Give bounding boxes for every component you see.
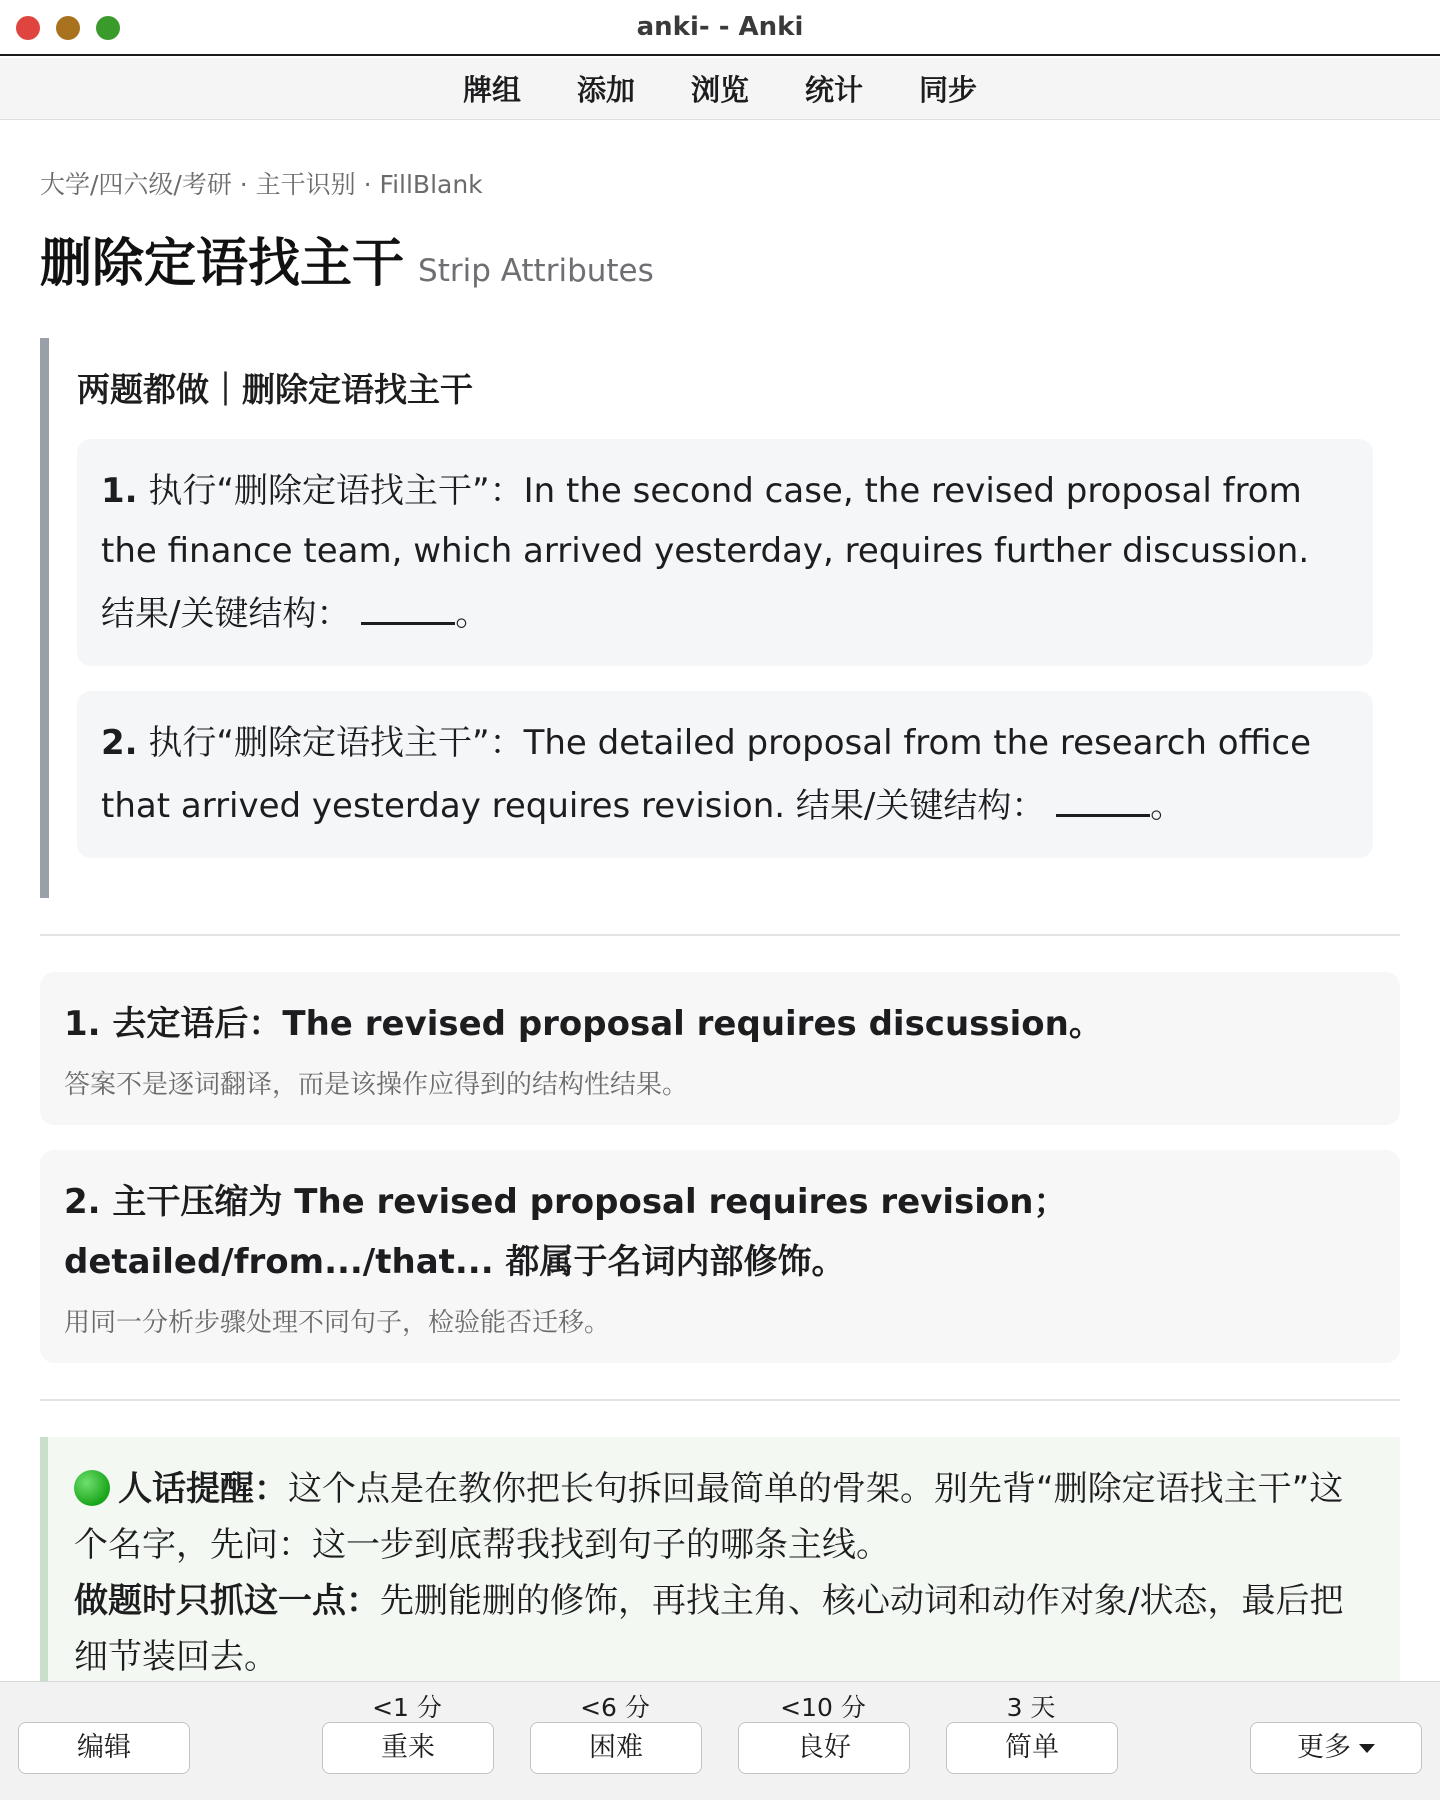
answer-main: 2. 主干压缩为 The revised proposal requires revision；detailed/from.../that... 都属于名词内部修饰。 — [64, 1182, 1068, 1282]
question-number: 2. — [101, 723, 138, 763]
card-heading — [40, 221, 1400, 296]
due-time-easy: 3 天 — [1006, 1693, 1056, 1722]
green-circle-icon — [74, 1470, 110, 1506]
close-window-button[interactable] — [16, 16, 40, 40]
question-text: 执行“删除定语找主干”：The detailed proposal from the research office that arrived yesterday requires revision. 结果/关键结构： — [101, 723, 1312, 826]
tip-label: 做题时只抓这一点： — [74, 1581, 380, 1621]
question-end: 。 — [1150, 786, 1185, 826]
tip-text: 先删能删的修饰，再找主角、核心动词和动作对象/状态，最后把细节装回去。 — [74, 1581, 1344, 1677]
toolbar-add[interactable]: 添加 — [576, 73, 635, 107]
breadcrumb: 大学/四六级/考研 · 主干识别 · FillBlank — [40, 170, 483, 199]
question-block — [40, 338, 1400, 898]
answer-note: 答案不是逐词翻译，而是该操作应得到的结构性结果。 — [64, 1070, 689, 1100]
good-button[interactable]: 良好 — [738, 1722, 910, 1774]
question-card — [77, 691, 1373, 858]
answer-card — [40, 1150, 1400, 1363]
tip-line — [74, 1573, 1372, 1681]
tip-line — [74, 1461, 1372, 1573]
easy-button[interactable]: 简单 — [946, 1722, 1118, 1774]
answer-note: 用同一分析步骤处理不同句子，检验能否迁移。 — [64, 1308, 611, 1338]
page-title: 删除定语找主干 — [40, 234, 405, 294]
page-subtitle: Strip Attributes — [418, 253, 654, 289]
divider — [40, 1399, 1400, 1401]
divider — [40, 934, 1400, 936]
toolbar-sync[interactable]: 同步 — [919, 73, 978, 107]
again-button[interactable]: 重来 — [322, 1722, 494, 1774]
answer-card — [40, 972, 1400, 1125]
caret-down-icon — [1359, 1744, 1375, 1753]
question-number: 1. — [101, 471, 138, 511]
toolbar-stats[interactable]: 统计 — [805, 73, 864, 107]
due-time-again: <1 分 — [372, 1693, 442, 1722]
question-card — [77, 439, 1373, 666]
hard-button[interactable]: 困难 — [530, 1722, 702, 1774]
card-content[interactable] — [0, 121, 1440, 1681]
tip-box — [40, 1437, 1400, 1681]
fill-blank — [361, 581, 455, 625]
review-bottom-bar — [0, 1681, 1440, 1800]
more-button[interactable] — [1250, 1722, 1422, 1774]
answer-main: 1. 去定语后：The revised proposal requires discussion。 — [64, 1004, 1103, 1044]
tip-text: 这个点是在教你把长句拆回最简单的骨架。别先背“删除定语找主干”这个名字，先问：这一步到底帮我找到句子的哪条主线。 — [74, 1469, 1344, 1565]
title-bar — [0, 0, 1440, 56]
question-text: 执行“删除定语找主干”：In the second case, the revised proposal from the finance team, which arrived yesterday, requires further discussion. 结果/关键结构： — [101, 471, 1310, 634]
edit-button[interactable]: 编辑 — [18, 1722, 190, 1774]
toolbar-browse[interactable]: 浏览 — [690, 73, 749, 107]
due-time-good: <10 分 — [780, 1693, 866, 1722]
question-end: 。 — [455, 594, 490, 634]
window-title: anki- - Anki — [636, 12, 804, 42]
question-block-title: 两题都做｜删除定语找主干 — [77, 370, 473, 409]
tip-label: 人话提醒： — [118, 1469, 288, 1509]
main-toolbar — [0, 58, 1440, 120]
more-label: 更多 — [1297, 1732, 1351, 1763]
fill-blank — [1056, 773, 1150, 817]
zoom-window-button[interactable] — [96, 16, 120, 40]
toolbar-decks[interactable]: 牌组 — [462, 73, 521, 107]
minimize-window-button[interactable] — [56, 16, 80, 40]
due-time-hard: <6 分 — [580, 1693, 650, 1722]
